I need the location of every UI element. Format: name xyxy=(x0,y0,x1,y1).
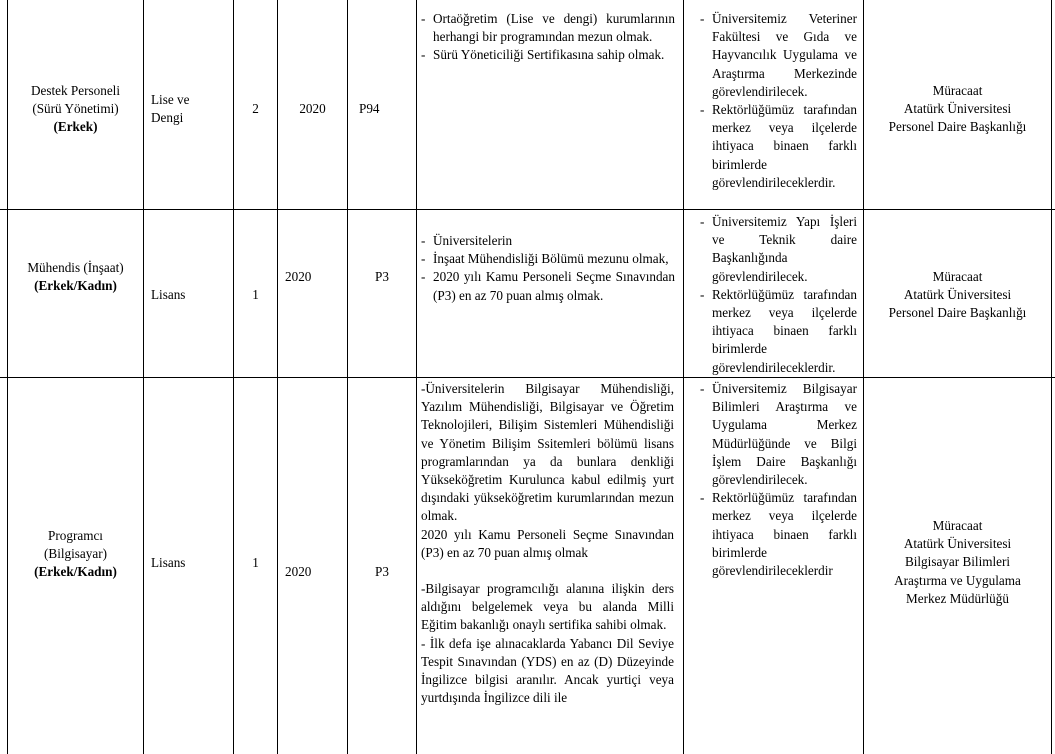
qualifications xyxy=(419,10,675,65)
application-line: Atatürk Üniversitesi xyxy=(903,101,1012,117)
application-line: Müracaat xyxy=(932,518,983,533)
note-item: - Rektörlüğümüz tarafından merkez veya ilçelerde ihtiyaca binaen farklı birimlerde görevlendirileceklerdir. xyxy=(698,286,857,377)
position-title xyxy=(8,527,143,582)
qualification-item: - Ortaöğretim (Lise ve dengi) kurumlarının herhangi bir programından mezun olmak. xyxy=(419,10,675,46)
education-line: Lise ve xyxy=(151,92,190,107)
title-line: Destek Personeli xyxy=(31,83,120,98)
position-count: 2 xyxy=(252,101,259,116)
application-line: Personel Daire Başkanlığı xyxy=(888,305,1027,321)
application-line: Atatürk Üniversitesi xyxy=(903,536,1012,552)
qualification-paragraph xyxy=(421,562,674,580)
application-line: Müracaat xyxy=(932,269,983,284)
gender-label: (Erkek) xyxy=(53,119,98,135)
position-title xyxy=(8,82,143,137)
application-line: Personel Daire Başkanlığı xyxy=(888,119,1027,135)
application-line: Araştırma ve Uygulama xyxy=(894,572,1021,588)
note-item: - Üniversitemiz Yapı İşleri ve Teknik daire Başkanlığında görevlendirilecek. xyxy=(698,213,857,286)
education-level xyxy=(151,91,231,127)
note-item: - Üniversitemiz Veteriner Fakültesi ve Gıda ve Hayvancılık Uygulama ve Araştırma Merkezinde görevlendirilecek. xyxy=(698,10,857,101)
exam-year: 2020 xyxy=(299,101,326,116)
education-line: Dengi xyxy=(151,110,184,126)
application-line: Bilgisayar Bilimleri xyxy=(904,554,1011,570)
note-item: - Rektörlüğümüz tarafından merkez veya ilçelerde ihtiyaca binaen farklı birimlerde görevlendirileceklerdir xyxy=(698,489,857,580)
qualifications xyxy=(421,380,674,752)
qualifications xyxy=(419,232,675,305)
education-line: Lisans xyxy=(151,287,186,302)
application-office xyxy=(864,268,1051,323)
application-office xyxy=(864,82,1051,137)
assignment-notes xyxy=(698,213,857,377)
row-border xyxy=(0,377,1055,378)
title-line: (Bilgisayar) xyxy=(44,546,107,562)
position-count: 1 xyxy=(252,555,259,570)
title-line: Mühendis (İnşaat) xyxy=(27,260,124,275)
score-type: P94 xyxy=(359,101,380,116)
application-line: Müracaat xyxy=(932,83,983,98)
application-office xyxy=(864,517,1051,608)
gender-label: (Erkek/Kadın) xyxy=(34,278,117,294)
position-title xyxy=(8,259,143,295)
qualification-paragraph: - İlk defa işe alınacaklarda Yabancı Dil Seviye Tespit Sınavından (YDS) en az (D) Düzeyinde İngilizce bilgisi aranılır. Ancak yurtiçi veya yurtdışında İngilizce dili ile xyxy=(421,635,674,706)
title-line: (Sürü Yönetimi) xyxy=(32,101,119,117)
note-item: - Üniversitemiz Bilgisayar Bilimleri Araştırma ve Uygulama Merkez Müdürlüğünde ve Bilgi İşlem Daire Başkanlığı görevlendirilecek. xyxy=(698,380,857,489)
row-border xyxy=(0,209,1055,210)
qualification-paragraph: -Bilgisayar programcılığı alanına ilişkin ders aldığını belgelemek veya bu alanda Milli Eğitim bakanlığı onaylı sertifika sahibi olmak. xyxy=(421,581,674,633)
title-line: Programcı xyxy=(48,528,103,543)
score-type: P3 xyxy=(375,564,389,579)
exam-year: 2020 xyxy=(285,269,312,284)
qualification-item: - Üniversitelerin xyxy=(419,232,675,250)
qualification-paragraph: -Üniversitelerin Bilgisayar Mühendisliği, Yazılım Mühendisliği, Bilgisayar ve Öğretim Teknolojileri, Bilişim Sistemleri Mühendisliği ve Yönetim Bilişim Ssitemleri bölümü lisans programlarından ya da bunlara denkliği Yükseköğretim Kurulunca kabul edilmiş yurt dışındaki yükseköğretim kurumlarından mezun olmak. xyxy=(421,381,674,524)
qualification-item: - 2020 yılı Kamu Personeli Seçme Sınavından (P3) en az 70 puan almış olmak. xyxy=(419,268,675,304)
education-line: Lisans xyxy=(151,555,186,570)
note-item: - Rektörlüğümüz tarafından merkez veya ilçelerde ihtiyaca binaen farklı birimlerde görevlendirileceklerdir. xyxy=(698,101,857,192)
assignment-notes xyxy=(698,380,857,580)
position-count: 1 xyxy=(252,287,259,302)
qualification-paragraph: 2020 yılı Kamu Personeli Seçme Sınavından (P3) en az 70 puan almış olmak xyxy=(421,526,674,560)
exam-year: 2020 xyxy=(285,564,312,579)
gender-label: (Erkek/Kadın) xyxy=(34,564,117,580)
assignment-notes xyxy=(698,10,857,192)
education-level xyxy=(151,554,231,572)
application-line: Atatürk Üniversitesi xyxy=(903,287,1012,303)
qualification-item: - İnşaat Mühendisliği Bölümü mezunu olmak, xyxy=(419,250,675,268)
qualification-item: - Sürü Yöneticiliği Sertifikasına sahip olmak. xyxy=(419,46,675,64)
score-type: P3 xyxy=(375,269,389,284)
application-line: Merkez Müdürlüğü xyxy=(906,590,1009,606)
education-level xyxy=(151,286,231,304)
